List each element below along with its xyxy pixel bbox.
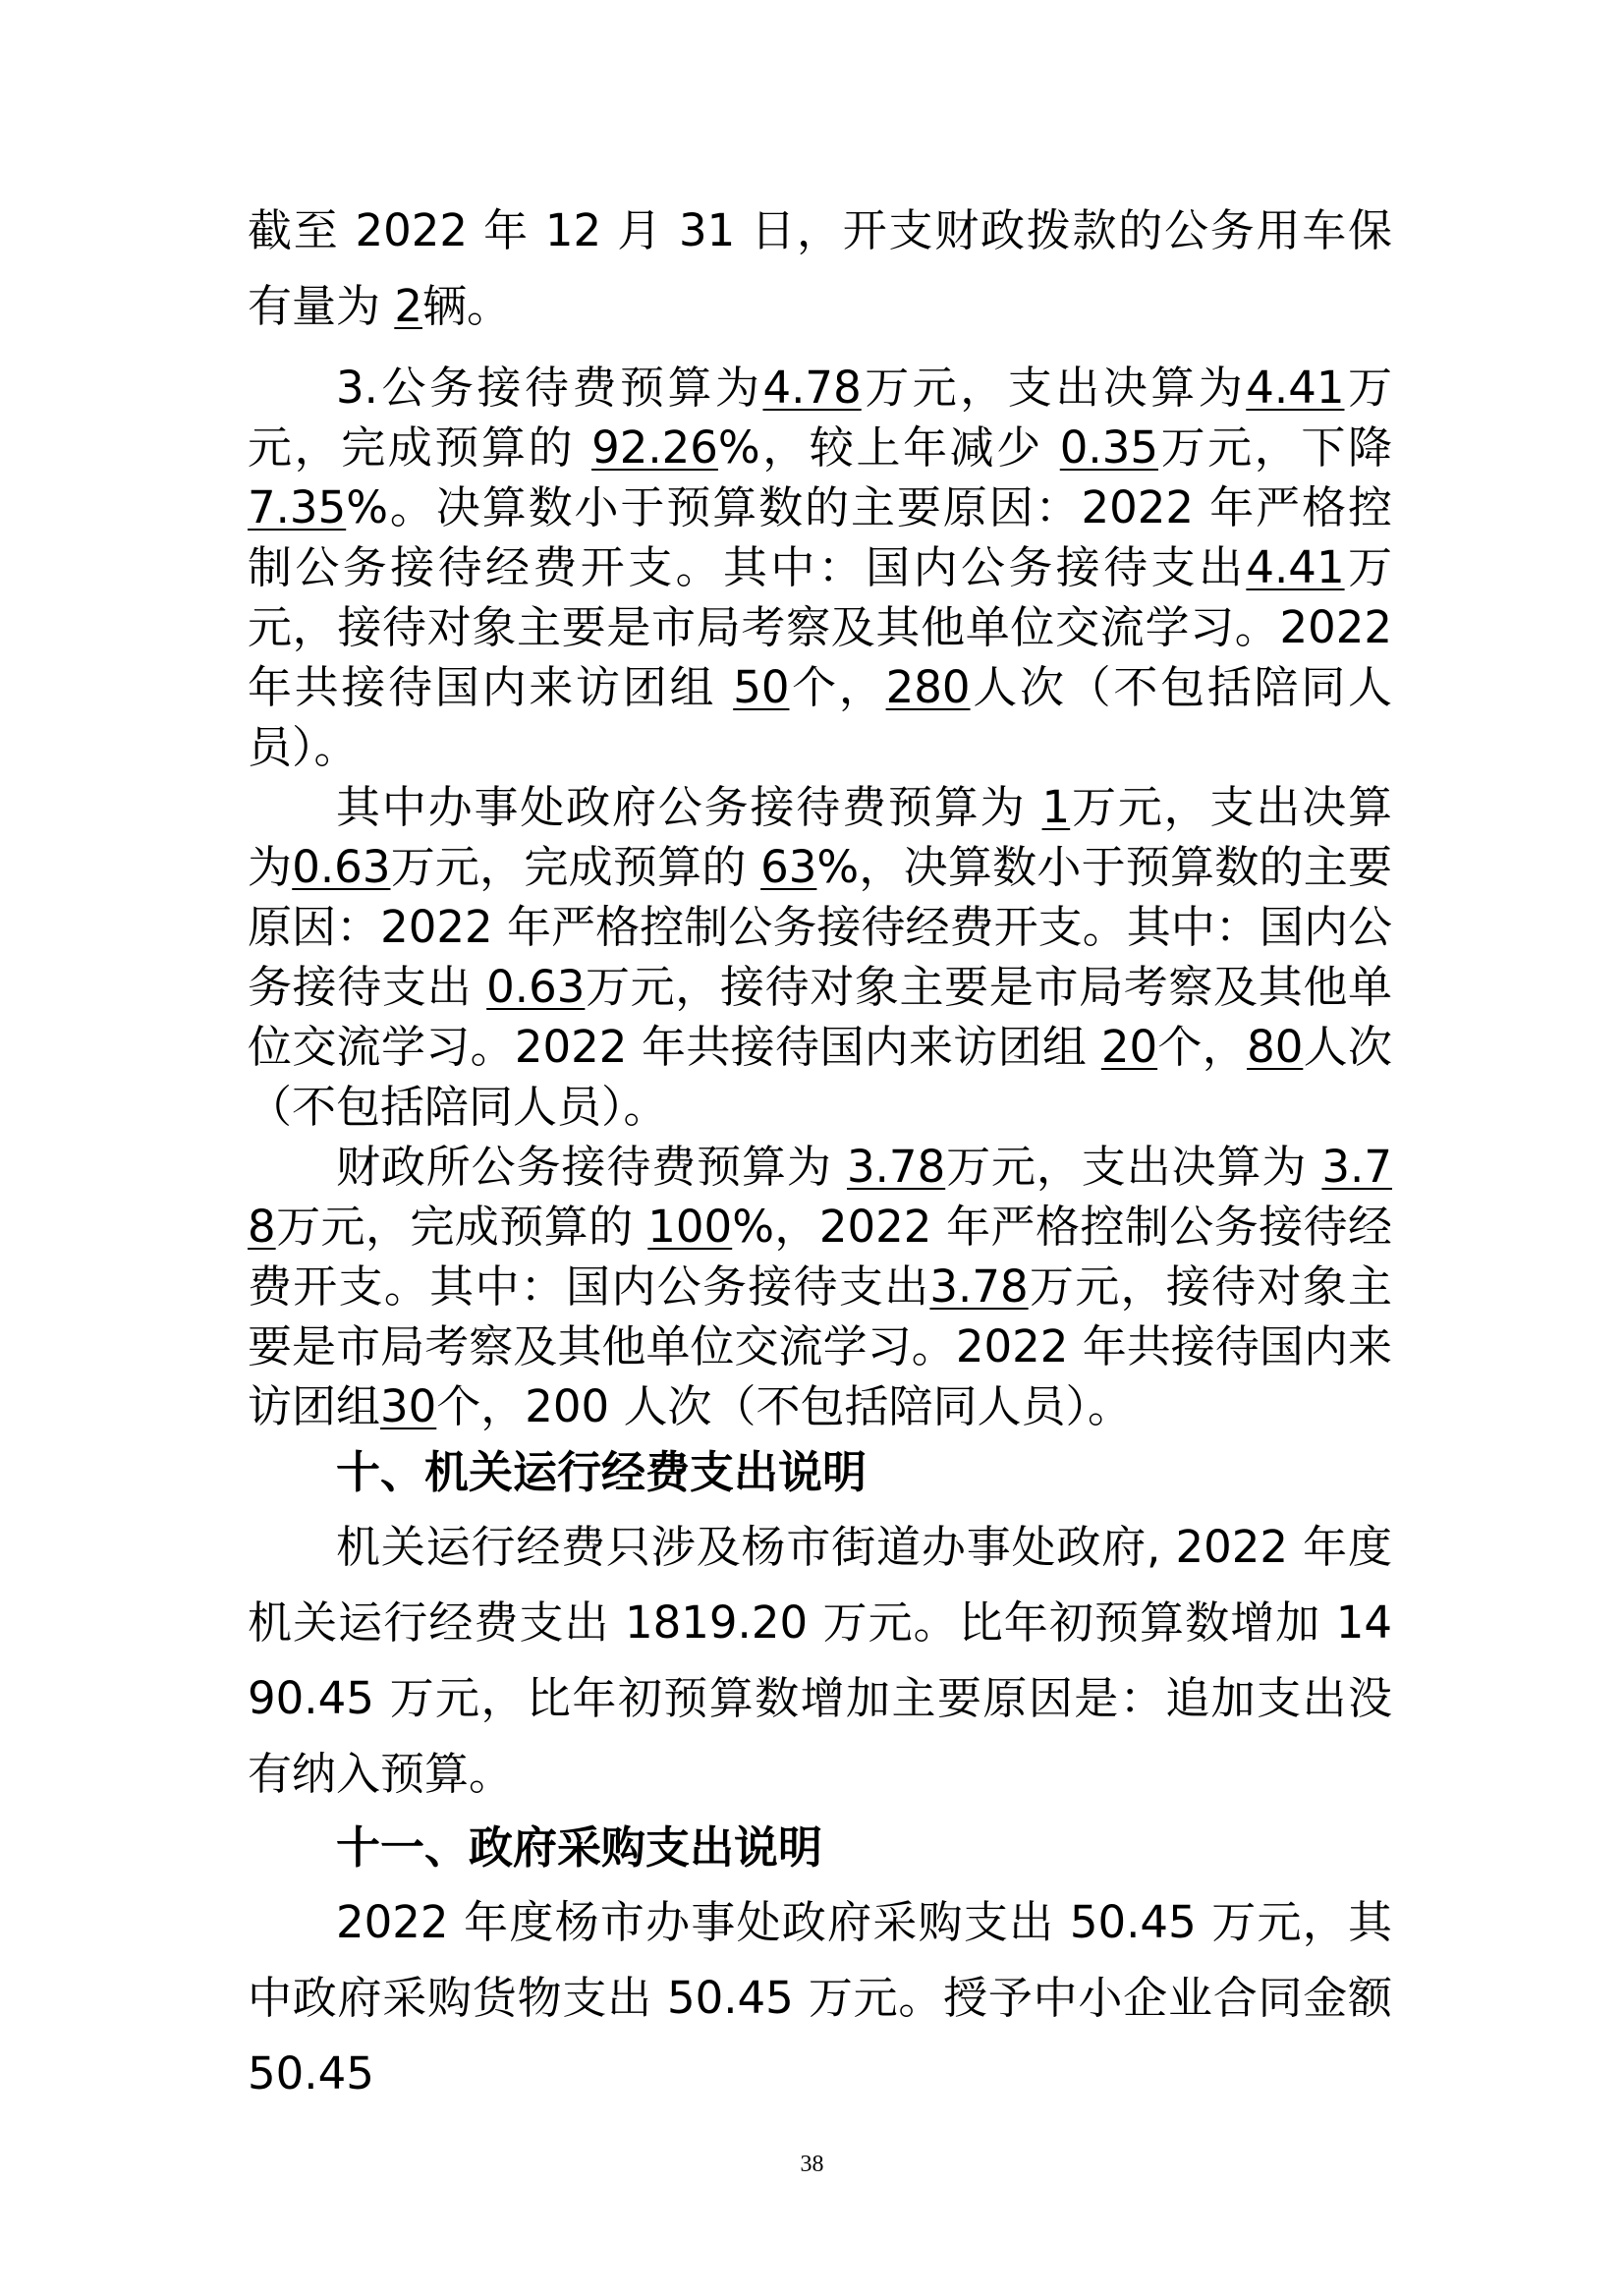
section-heading-procurement: 十一、政府采购支出说明 [336, 1821, 823, 1874]
underlined-value: 280 [885, 661, 971, 713]
text-run: 万元，支出决算为 [945, 1141, 1322, 1193]
text-run: %，2022 年严格控制公务接待经费开支。其中：国内公务接待支出 [248, 1201, 1392, 1313]
underlined-value: 3.78 [847, 1141, 946, 1193]
text-run: 个， [789, 661, 886, 713]
text-run: 财政所公务接待费预算为 [336, 1141, 847, 1193]
text-run: 万元，接待对象主要是市局考察及其他单位交流学习。2022 年共接待国内来访团组 [248, 1260, 1392, 1432]
paragraph-finance-reception [248, 1137, 1392, 1436]
underlined-value: 4.41 [1246, 362, 1345, 414]
document-body [248, 193, 1392, 2111]
underlined-value: 63 [760, 841, 817, 893]
paragraph-procurement: 2022 年度杨市办事处政府采购支出 50.45 万元，其中政府采购货物支出 50.45 万元。授予中小企业合同金额 50.45 [248, 1896, 1392, 2099]
text-run: 3.公务接待费预算为 [336, 362, 763, 414]
underlined-value: 4.41 [1246, 541, 1345, 593]
text-run: 万元，接待对象主要是市局考察及其他单位交流学习。2022 年共接待国内来访团组 [248, 541, 1392, 713]
section-heading-operating-expenses: 十、机关运行经费支出说明 [336, 1446, 868, 1498]
text-run: 万元，下降 [1157, 421, 1392, 474]
text-run: 个，200 人次（不包括陪同人员）。 [436, 1380, 1132, 1432]
underlined-value: 1 [1041, 781, 1071, 833]
text-run: 截至 2022 年 12 月 31 日，开支财政拨款的公务用车保有量为 [248, 204, 1392, 332]
text-run: %，较上年减少 [717, 421, 1060, 474]
underlined-value: 7.35 [248, 481, 347, 533]
underlined-value: 2 [394, 280, 422, 332]
underlined-value: 20 [1100, 1021, 1158, 1073]
paragraph-operating-expenses: 机关运行经费只涉及杨市街道办事处政府, 2022 年度机关运行经费支出 1819.20 万元。比年初预算数增加 1490.45 万元，比年初预算数增加主要原因是：追加支出没有纳入预算。 [248, 1521, 1392, 1800]
paragraph-office-reception [248, 777, 1392, 1137]
text-run: 万元，完成预算的 [390, 841, 761, 893]
text-run: 其中办事处政府公务接待费预算为 [336, 781, 1042, 833]
underlined-value: 0.35 [1059, 421, 1158, 474]
underlined-value: 0.63 [486, 961, 586, 1013]
text-run: 个， [1157, 1021, 1248, 1073]
text-run: 万元，完成预算的 [248, 362, 1392, 474]
text-run: %，决算数小于预算数的主要原因：2022 年严格控制公务接待经费开支。其中：国内公务接待支出 [248, 841, 1392, 1013]
underlined-value: 100 [647, 1201, 733, 1253]
page-number: 38 [800, 2152, 824, 2177]
text-run: 万元，支出决算为 [248, 781, 1392, 893]
underlined-value: 50 [733, 661, 790, 713]
underlined-value: 80 [1247, 1021, 1304, 1073]
text-run: 万元，完成预算的 [275, 1201, 648, 1253]
underlined-value: 3.78 [248, 1141, 1392, 1253]
paragraph-vehicle-count [248, 193, 1392, 344]
text-run: 万元，接待对象主要是市局考察及其他单位交流学习。2022 年共接待国内来访团组 [248, 961, 1392, 1073]
underlined-value: 0.63 [292, 841, 391, 893]
text-run: 人次（不包括陪同人员）。 [248, 1021, 1392, 1133]
underlined-value: 30 [380, 1380, 437, 1432]
paragraph-reception-fee [248, 358, 1392, 777]
text-run: %。决算数小于预算数的主要原因：2022 年严格控制公务接待经费开支。其中：国内公务接待支出 [248, 481, 1392, 593]
text-run: 辆。 [421, 280, 511, 332]
underlined-value: 92.26 [591, 421, 718, 474]
text-run: 万元，支出决算为 [861, 362, 1247, 414]
text-run: 人次（不包括陪同人员）。 [248, 661, 1392, 773]
underlined-value: 4.78 [762, 362, 862, 414]
underlined-value: 3.78 [929, 1260, 1029, 1313]
